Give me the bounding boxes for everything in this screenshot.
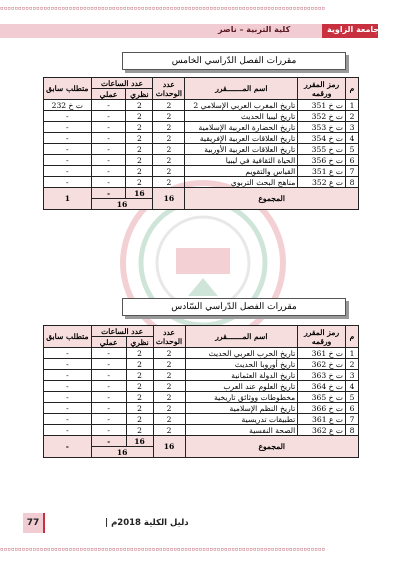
table-row bbox=[44, 122, 359, 133]
header-hours: عدد الساعات bbox=[91, 78, 153, 89]
table-row bbox=[44, 155, 359, 166]
header-units: عدد الوحدات bbox=[153, 326, 185, 348]
course-num: 8 bbox=[346, 177, 359, 188]
course-code: ت خ 363 bbox=[298, 370, 346, 381]
total-practical: - bbox=[91, 436, 126, 447]
table-row bbox=[44, 403, 359, 414]
page-footer bbox=[23, 513, 363, 533]
header-theory: نظري bbox=[126, 337, 153, 348]
header-prereq: متطلب سابق bbox=[44, 326, 92, 348]
course-theory: 2 bbox=[126, 392, 153, 403]
total-units: 16 bbox=[153, 188, 185, 210]
page-number: 77 bbox=[23, 513, 43, 533]
course-name: تاريخ أوروبا الحديث bbox=[185, 359, 298, 370]
semester-six-title: مقررات الفصل الدّراسي السّادس bbox=[122, 298, 346, 316]
course-num: 7 bbox=[346, 414, 359, 425]
course-practical: - bbox=[91, 100, 126, 111]
course-practical: - bbox=[91, 403, 126, 414]
header-num: م bbox=[346, 326, 359, 348]
course-num: 3 bbox=[346, 122, 359, 133]
total-theory: 16 bbox=[126, 188, 153, 199]
course-num: 3 bbox=[346, 370, 359, 381]
course-theory: 2 bbox=[126, 359, 153, 370]
course-units: 2 bbox=[153, 133, 185, 144]
course-units: 2 bbox=[153, 100, 185, 111]
course-num: 4 bbox=[346, 381, 359, 392]
course-num: 8 bbox=[346, 425, 359, 436]
header-num: م bbox=[346, 78, 359, 100]
course-practical: - bbox=[91, 144, 126, 155]
course-num: 6 bbox=[346, 403, 359, 414]
course-units: 2 bbox=[153, 144, 185, 155]
course-prereq: - bbox=[44, 348, 92, 359]
course-theory: 2 bbox=[126, 177, 153, 188]
course-name: الحياة الثقافية في ليبيا bbox=[185, 155, 298, 166]
course-code: ت خ 355 bbox=[298, 144, 346, 155]
course-units: 2 bbox=[153, 111, 185, 122]
total-label: المجموع bbox=[185, 188, 359, 210]
course-practical: - bbox=[91, 392, 126, 403]
course-num: 7 bbox=[346, 166, 359, 177]
course-prereq: - bbox=[44, 111, 92, 122]
course-num: 4 bbox=[346, 133, 359, 144]
total-units: 16 bbox=[153, 436, 185, 458]
course-theory: 2 bbox=[126, 348, 153, 359]
semester-five-table bbox=[43, 77, 359, 210]
header-units: عدد الوحدات bbox=[153, 78, 185, 100]
total-practical: - bbox=[91, 188, 126, 199]
course-name: تطبيقات تدريسية bbox=[185, 414, 298, 425]
semester-six-table bbox=[43, 325, 359, 458]
course-practical: - bbox=[91, 381, 126, 392]
course-prereq: - bbox=[44, 425, 92, 436]
course-num: 5 bbox=[346, 392, 359, 403]
course-units: 2 bbox=[153, 403, 185, 414]
table-row bbox=[44, 381, 359, 392]
table-row bbox=[44, 144, 359, 155]
course-name: تاريخ الحضارة العربية الإسلامية bbox=[185, 122, 298, 133]
bottom-border: ▫▫▫▫▫▫▫▫▫▫▫▫▫▫▫▫▫▫▫▫▫▫▫▫▫▫▫▫▫▫▫▫▫▫▫▫▫▫▫▫▫▫▫▫▫▫▫▫▫▫▫▫▫▫▫▫▫▫▫▫▫▫▫▫▫▫▫▫▫▫▫▫▫▫▫▫▫▫▫▫▫▫▫▫▫▫▫▫▫▫ bbox=[0, 547, 326, 553]
course-prereq: - bbox=[44, 155, 92, 166]
top-border: ▫▫▫▫▫▫▫▫▫▫▫▫▫▫▫▫▫▫▫▫▫▫▫▫▫▫▫▫▫▫▫▫▫▫▫▫▫▫▫▫▫▫▫▫▫▫▫▫▫▫▫▫▫▫▫▫▫▫▫▫▫▫▫▫▫▫▫▫▫▫▫▫▫▫▫▫▫▫▫▫▫▫▫▫▫▫▫▫▫▫ bbox=[0, 6, 326, 12]
total-prereq: 1 bbox=[44, 188, 92, 210]
total-hours: 16 bbox=[91, 447, 153, 458]
course-code: ت خ 361 bbox=[298, 348, 346, 359]
semester-five-rows bbox=[44, 100, 359, 188]
course-name: مناهج البحث التربوي bbox=[185, 177, 298, 188]
course-code: ت خ 352 bbox=[298, 111, 346, 122]
table-row bbox=[44, 177, 359, 188]
page-header bbox=[0, 24, 401, 38]
table-row bbox=[44, 133, 359, 144]
guide-title: دليل الكلية 2018م | bbox=[105, 518, 189, 528]
course-units: 2 bbox=[153, 381, 185, 392]
course-name: تاريخ الحرب العربي الحديث bbox=[185, 348, 298, 359]
total-hours: 16 bbox=[91, 199, 153, 210]
course-theory: 2 bbox=[126, 166, 153, 177]
table-row bbox=[44, 348, 359, 359]
header-hours: عدد الساعات bbox=[91, 326, 153, 337]
course-theory: 2 bbox=[126, 133, 153, 144]
header-name: اسم المـــــــقرر bbox=[185, 326, 298, 348]
course-code: ت خ 351 bbox=[298, 100, 346, 111]
course-name: الصحة النفسية bbox=[185, 425, 298, 436]
course-code: ت ع 362 bbox=[298, 425, 346, 436]
course-name: تاريخ المغرب العربي الإسلامي 2 bbox=[185, 100, 298, 111]
header-code: رمز المقرر ورقمه bbox=[298, 78, 346, 100]
course-practical: - bbox=[91, 177, 126, 188]
course-num: 6 bbox=[346, 155, 359, 166]
table-row bbox=[44, 111, 359, 122]
course-units: 2 bbox=[153, 392, 185, 403]
course-units: 2 bbox=[153, 370, 185, 381]
table-row bbox=[44, 359, 359, 370]
course-prereq: - bbox=[44, 177, 92, 188]
course-prereq: ت خ 232 bbox=[44, 100, 92, 111]
footer-divider bbox=[43, 513, 45, 533]
course-name: تاريخ العلاقات العربية الإفريقية bbox=[185, 133, 298, 144]
course-theory: 2 bbox=[126, 403, 153, 414]
table-row bbox=[44, 414, 359, 425]
university-name: جامعة الزاوية bbox=[327, 25, 380, 34]
semester-six-rows bbox=[44, 348, 359, 436]
course-practical: - bbox=[91, 425, 126, 436]
course-prereq: - bbox=[44, 381, 92, 392]
course-theory: 2 bbox=[126, 155, 153, 166]
header-code: رمز المقرر ورقمه bbox=[298, 326, 346, 348]
course-practical: - bbox=[91, 359, 126, 370]
course-num: 2 bbox=[346, 111, 359, 122]
course-code: ت ع 361 bbox=[298, 414, 346, 425]
total-prereq: - bbox=[44, 436, 92, 458]
course-units: 2 bbox=[153, 122, 185, 133]
course-code: ت خ 353 bbox=[298, 122, 346, 133]
course-prereq: - bbox=[44, 370, 92, 381]
table-row bbox=[44, 100, 359, 111]
table-row bbox=[44, 370, 359, 381]
course-name: تاريخ العلاقات العربية الأوربية bbox=[185, 144, 298, 155]
course-units: 2 bbox=[153, 348, 185, 359]
course-num: 2 bbox=[346, 359, 359, 370]
course-code: ت ع 352 bbox=[298, 177, 346, 188]
course-code: ت خ 364 bbox=[298, 381, 346, 392]
course-name: مخطوطات ووثائق تاريخية bbox=[185, 392, 298, 403]
course-practical: - bbox=[91, 111, 126, 122]
course-code: ت خ 362 bbox=[298, 359, 346, 370]
course-theory: 2 bbox=[126, 425, 153, 436]
course-prereq: - bbox=[44, 122, 92, 133]
course-units: 2 bbox=[153, 414, 185, 425]
course-name: القياس والتقويم bbox=[185, 166, 298, 177]
course-units: 2 bbox=[153, 155, 185, 166]
course-code: ت ع 351 bbox=[298, 166, 346, 177]
course-num: 1 bbox=[346, 348, 359, 359]
table-row bbox=[44, 392, 359, 403]
course-units: 2 bbox=[153, 359, 185, 370]
course-code: ت خ 365 bbox=[298, 392, 346, 403]
course-practical: - bbox=[91, 133, 126, 144]
course-num: 1 bbox=[346, 100, 359, 111]
course-practical: - bbox=[91, 370, 126, 381]
course-prereq: - bbox=[44, 166, 92, 177]
course-theory: 2 bbox=[126, 414, 153, 425]
course-prereq: - bbox=[44, 133, 92, 144]
course-name: تاريخ الدولة العثمانية bbox=[185, 370, 298, 381]
course-theory: 2 bbox=[126, 370, 153, 381]
course-num: 5 bbox=[346, 144, 359, 155]
course-prereq: - bbox=[44, 403, 92, 414]
course-code: ت خ 366 bbox=[298, 403, 346, 414]
table-row bbox=[44, 166, 359, 177]
header-name: اسم المـــــــقرر bbox=[185, 78, 298, 100]
header-prereq: متطلب سابق bbox=[44, 78, 92, 100]
course-prereq: - bbox=[44, 414, 92, 425]
course-practical: - bbox=[91, 414, 126, 425]
table-row bbox=[44, 425, 359, 436]
course-theory: 2 bbox=[126, 111, 153, 122]
course-theory: 2 bbox=[126, 100, 153, 111]
course-code: ت خ 354 bbox=[298, 133, 346, 144]
semester-five-title: مقررات الفصل الدّراسي الخامس bbox=[122, 52, 346, 70]
course-code: ت خ 356 bbox=[298, 155, 346, 166]
course-name: تاريخ ليبيا الحديث bbox=[185, 111, 298, 122]
header-practical: عملي bbox=[91, 89, 126, 100]
course-name: تاريخ العلوم عند العرب bbox=[185, 381, 298, 392]
faculty-name: كلية التربية – ناصر bbox=[218, 25, 291, 34]
total-label: المجموع bbox=[185, 436, 358, 458]
course-prereq: - bbox=[44, 144, 92, 155]
course-prereq: - bbox=[44, 392, 92, 403]
course-units: 2 bbox=[153, 177, 185, 188]
course-prereq: - bbox=[44, 359, 92, 370]
course-theory: 2 bbox=[126, 122, 153, 133]
course-practical: - bbox=[91, 155, 126, 166]
course-practical: - bbox=[91, 122, 126, 133]
total-theory: 16 bbox=[126, 436, 153, 447]
course-practical: - bbox=[91, 348, 126, 359]
course-practical: - bbox=[91, 166, 126, 177]
course-units: 2 bbox=[153, 425, 185, 436]
header-theory: نظري bbox=[126, 89, 153, 100]
course-theory: 2 bbox=[126, 144, 153, 155]
course-units: 2 bbox=[153, 166, 185, 177]
course-name: تاريخ النظم الإسلامية bbox=[185, 403, 298, 414]
course-theory: 2 bbox=[126, 381, 153, 392]
header-practical: عملي bbox=[91, 337, 126, 348]
